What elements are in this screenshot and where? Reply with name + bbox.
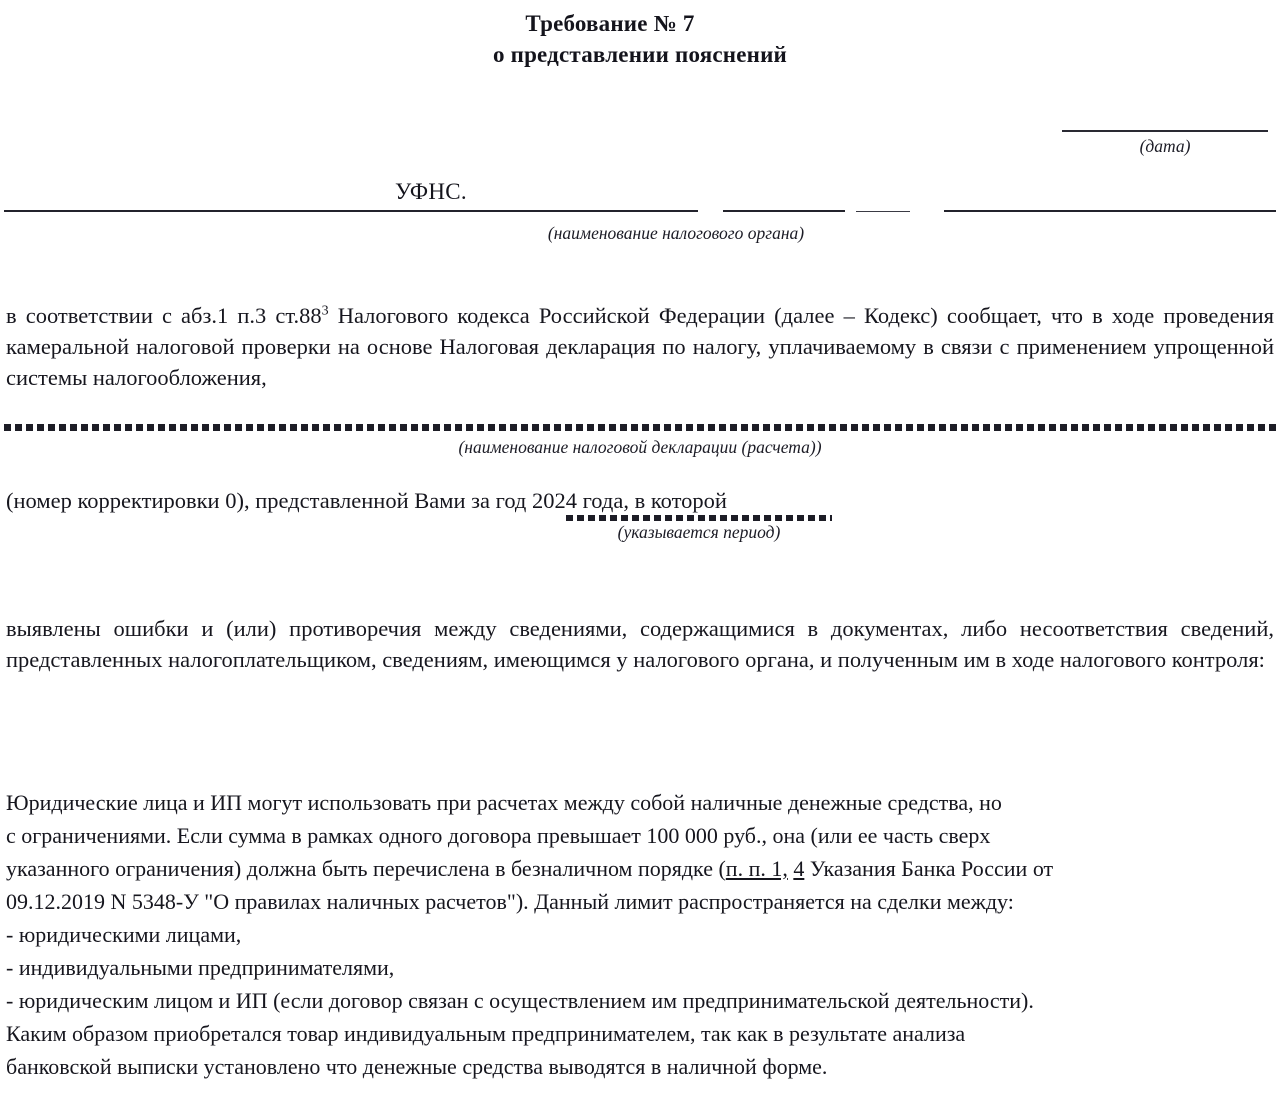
errors-paragraph: выявлены ошибки и (или) противоречия между сведениями, содержащимися в документах, либо несоответствия сведений, представленных налогоплательщиком, сведениям, имеющимся у налогового органа, и полученным им в ходе налогового контроля: [6,616,1274,672]
closing-line-2: банковской выписки установлено что денежные средства выводятся в наличной форме. [6,1054,828,1079]
explanation-block [6,786,1274,1083]
title-redaction [695,15,755,33]
organisation-rule-segment-2 [723,210,845,212]
explanation-line-4: 09.12.2019 N 5348-У "О правилах наличных расчетов"). Данный лимит распространяется на сделки между: [6,889,1014,914]
organisation-rule-segment-1 [4,210,698,212]
correction-text-part2: , в которой [623,488,727,513]
article-superscript: 3 [321,303,329,319]
correction-line [6,485,1274,516]
explanation-line-2: с ограничениями. Если сумма в рамках одного договора превышает 100 000 руб., она (или ее часть сверх [6,823,991,848]
organisation-label [395,178,467,206]
date-field [1062,84,1268,157]
link-punkt-1[interactable]: п. п. 1, [725,856,788,881]
bullet-legal-entities: - юридическими лицами, [6,922,242,947]
explanation-line-1: Юридические лица и ИП могут использовать при расчетах между собой наличные денежные средства, но [6,790,1002,815]
intro-paragraph [6,300,1274,393]
declaration-name-rule [4,424,1276,431]
organisation-caption-wrapper [0,222,1280,244]
organisation-rule-segment-4 [944,210,1276,212]
page-subtitle: о представлении пояснений [492,42,788,67]
explanation-line-3-part2: Указания Банка России от [804,856,1054,881]
correction-text-part1: (номер корректировки 0), представленной Вами [6,488,472,513]
date-rule [1062,130,1268,132]
organisation-rule-segment-3 [856,211,910,212]
explanation-line-3 [6,852,1274,885]
organisation-label-text: УФНС [395,179,461,204]
intro-text-after-superscript: Налогового кодекса Российской Федерации (далее – Кодекс) сообщает, что в ходе проведения камеральной налоговой проверки на основе Налоговая декларация по налогу, уплачиваемому в связи с применением упрощенной системы налогообложения, [6,303,1274,390]
page-title [0,8,1280,39]
link-punkt-4[interactable]: 4 [793,856,805,881]
intro-text-before-superscript: в соответствии с абз.1 п.3 ст.88 [6,303,322,328]
title-block [0,8,1280,71]
period-caption-wrapper [566,521,832,543]
bullet-legal-entity-and-ip: - юридическим лицом и ИП (если договор связан с осуществлением им предпринимательской деятельности). [6,988,1034,1013]
date-caption: (дата) [1139,136,1191,156]
organisation-separator: . [460,179,467,204]
page-title-text: Требование № 7 [525,11,695,36]
date-value-redaction[interactable] [1062,84,1268,130]
declaration-caption: (наименование налоговой декларации (расчета)) [458,437,822,457]
closing-line-1: Каким образом приобретался товар индивидуальным предпринимателем, так как в результате анализа [6,1021,966,1046]
period-value[interactable]: за год 2024 года [471,488,624,513]
period-caption: (указывается период) [617,522,781,542]
bullet-individual-entrepreneurs: - индивидуальными предпринимателями, [6,955,395,980]
organisation-value-redaction[interactable] [470,168,910,212]
declaration-caption-wrapper [0,436,1280,458]
explanation-line-3-part1: указанного ограничения) должна быть перечислена в безналичном порядке ( [6,856,726,881]
organisation-caption: (наименование налогового органа) [547,223,805,243]
